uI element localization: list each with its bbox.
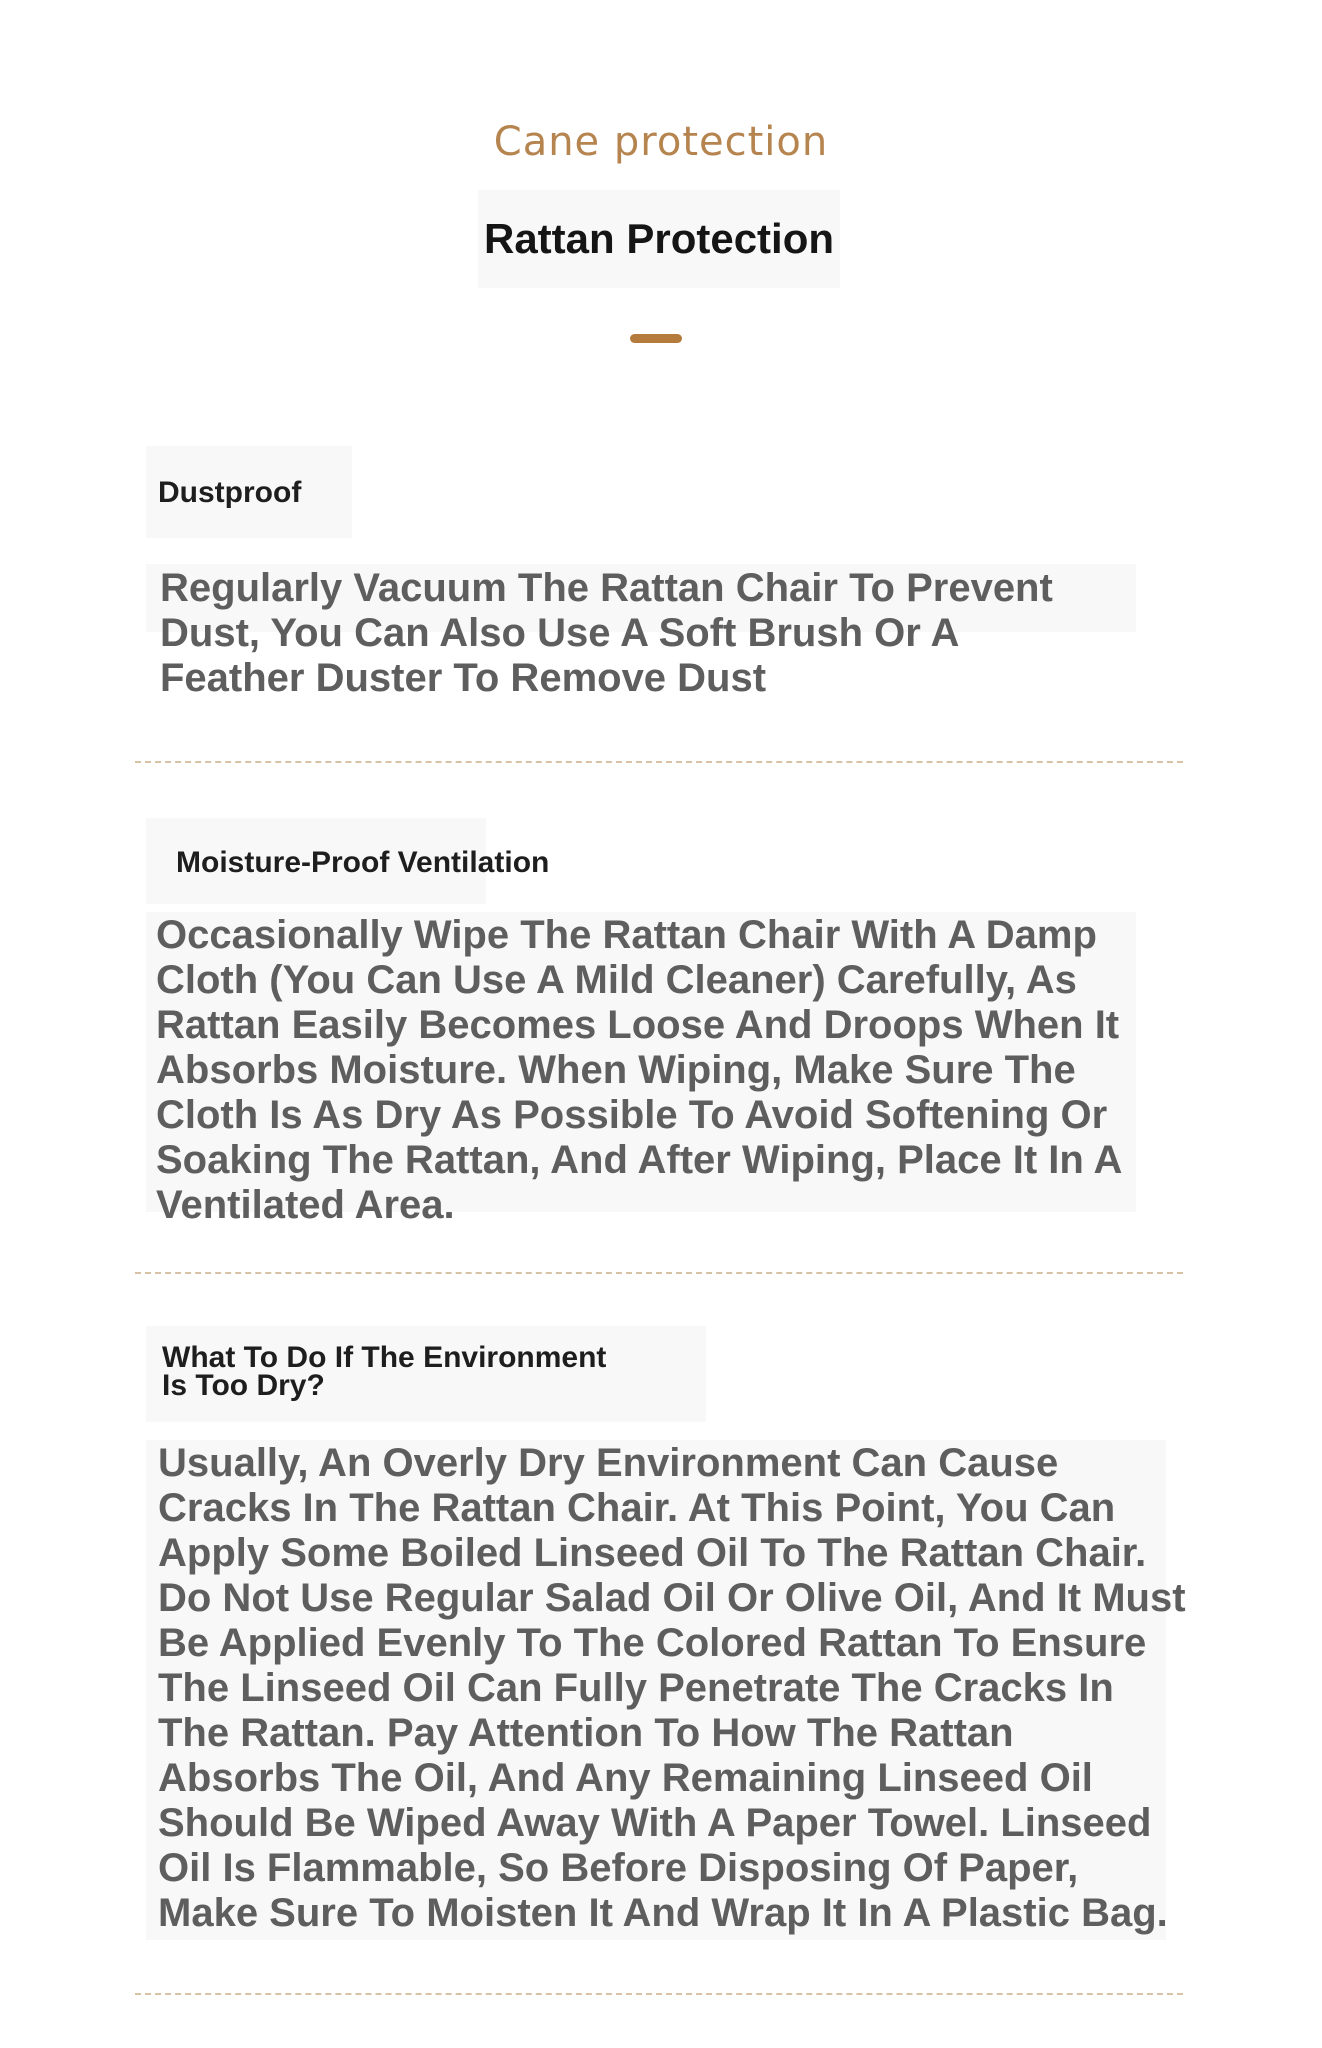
dry-heading — [162, 1341, 607, 1402]
dustproof-heading: Dustproof — [158, 476, 302, 509]
dry-heading-line: What To Do If The Environment — [162, 1341, 607, 1374]
dustproof-body: Regularly Vacuum The Rattan Chair To Prevent Dust, You Can Also Use A Soft Brush Or A Feather Duster To Remove Dust — [160, 566, 1053, 700]
moisture-body: Occasionally Wipe The Rattan Chair With A Damp Cloth (You Can Use A Mild Cleaner) Carefully, As Rattan Easily Becomes Loose And Droops When It Absorbs Moisture. When Wiping, Make Sure The Cloth Is As Dry As Possible To Avoid Softening Or Soaking The Rattan, And After Wiping, Place It In A Ventilated Area. — [156, 913, 1123, 1227]
section-divider — [135, 761, 1183, 763]
moisture-heading: Moisture-Proof Ventilation — [176, 846, 550, 879]
section-divider — [135, 1272, 1183, 1274]
dry-body: Usually, An Overly Dry Environment Can Cause Cracks In The Rattan Chair. At This Point, You Can Apply Some Boiled Linseed Oil To The Rattan Chair. Do Not Use Regular Salad Oil Or Olive Oil, And It Must Be Applied Evenly To The Colored Rattan To Ensure The Linseed Oil Can Fully Penetrate The Cracks In The Rattan. Pay Attention To How The Rattan Absorbs The Oil, And Any Remaining Linseed Oil Should Be Wiped Away With A Paper Towel. Linseed Oil Is Flammable, So Before Disposing Of Paper, Make Sure To Moisten It And Wrap It In A Plastic Bag. — [158, 1441, 1186, 1935]
title-accent-bar — [630, 334, 682, 343]
section-subtitle: Cane protection — [493, 119, 829, 165]
section-divider — [135, 1993, 1183, 1995]
dry-heading-line: Is Too Dry? — [162, 1369, 325, 1402]
page-title: Rattan Protection — [483, 215, 835, 262]
title-box — [478, 190, 840, 288]
